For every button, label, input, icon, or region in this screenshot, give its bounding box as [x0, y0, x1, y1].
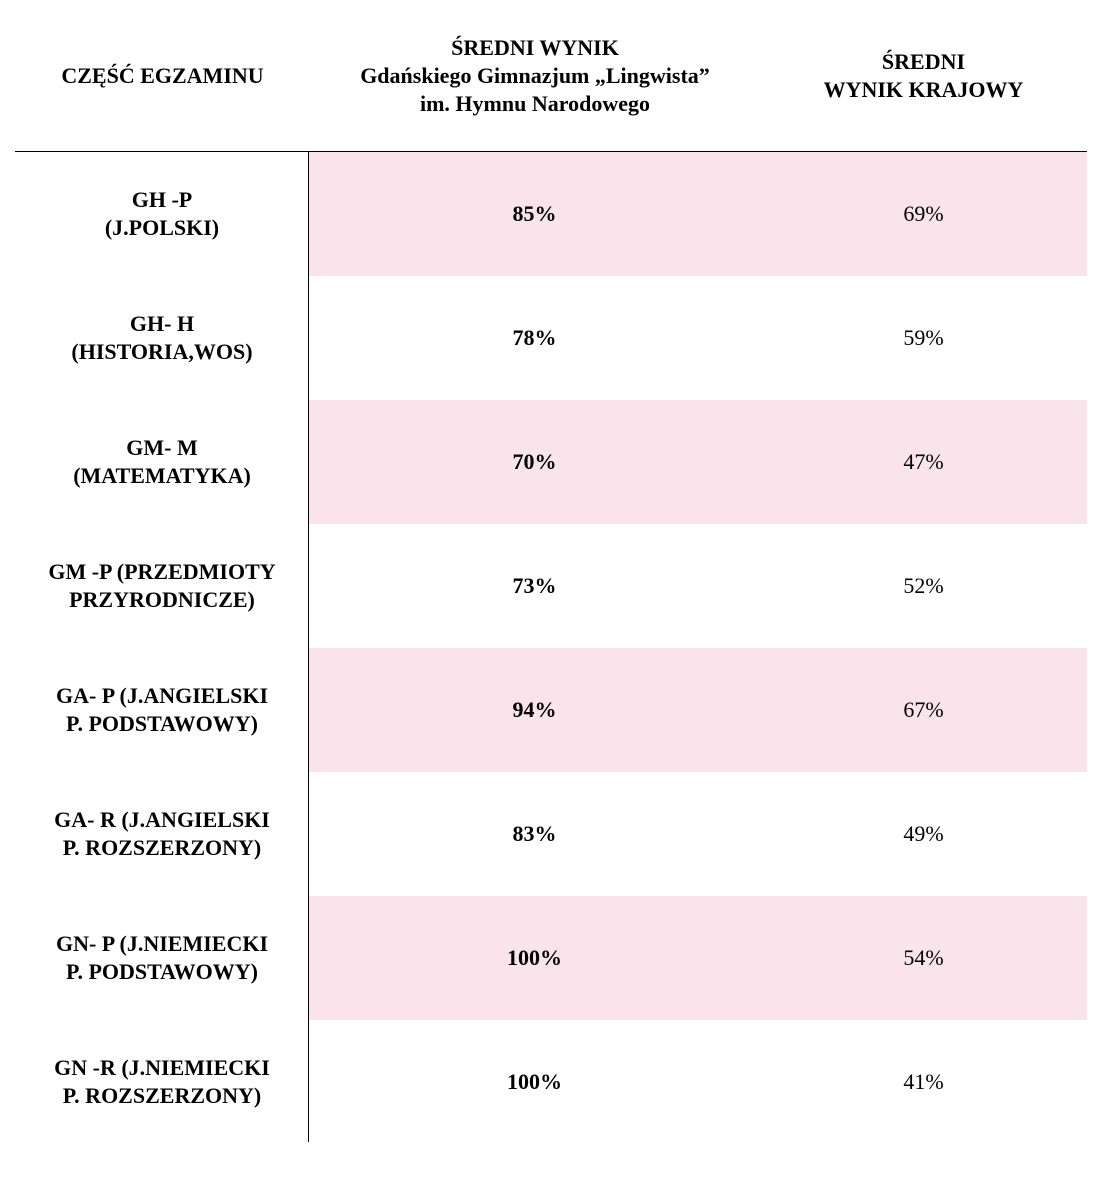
national-score-cell: 69% [903, 201, 944, 226]
table-row [15, 896, 1087, 1020]
column-divider [308, 151, 309, 1142]
national-score-cell: 54% [903, 945, 944, 970]
table-row [15, 1020, 1087, 1144]
national-score-cell: 67% [903, 697, 944, 722]
national-score-cell: 49% [903, 821, 944, 846]
national-score-cell: 41% [903, 1069, 944, 1094]
school-score-cell: 83% [512, 821, 557, 846]
exam-part-cell: GN -R (J.NIEMIECKI P. ROZSZERZONY) [54, 1055, 270, 1108]
table-row [15, 400, 1087, 524]
header-school-average: ŚREDNI WYNIK Gdańskiego Gimnazjum „Lingwista” im. Hymnu Narodowego [360, 34, 710, 116]
header-national-average: ŚREDNI WYNIK KRAJOWY [823, 48, 1024, 102]
table-header [0, 0, 1105, 151]
exam-part-cell: GH- H (HISTORIA,WOS) [71, 311, 253, 364]
results-table-body [15, 152, 1087, 1144]
school-score-cell: 70% [512, 449, 557, 474]
school-score-cell: 94% [512, 697, 557, 722]
exam-part-cell: GM -P (PRZEDMIOTY PRZYRODNICZE) [48, 559, 276, 612]
table-row [15, 524, 1087, 648]
exam-part-cell: GN- P (J.NIEMIECKI P. PODSTAWOWY) [55, 931, 269, 984]
school-score-cell: 85% [512, 201, 557, 226]
table-row [15, 276, 1087, 400]
national-score-cell: 47% [903, 449, 944, 474]
national-score-cell: 52% [903, 573, 944, 598]
school-score-cell: 78% [512, 325, 557, 350]
exam-part-cell: GH -P (J.POLSKI) [104, 187, 220, 240]
school-score-cell: 73% [512, 573, 557, 598]
table-row [15, 648, 1087, 772]
exam-part-cell: GM- M (MATEMATYKA) [73, 435, 251, 488]
school-score-cell: 100% [507, 945, 562, 970]
school-score-cell: 100% [507, 1069, 562, 1094]
header-exam-part: CZĘŚĆ EGZAMINU [61, 62, 264, 88]
table-row [15, 772, 1087, 896]
exam-part-cell: GA- R (J.ANGIELSKI P. ROZSZERZONY) [54, 807, 270, 860]
exam-part-cell: GA- P (J.ANGIELSKI P. PODSTAWOWY) [55, 683, 269, 736]
national-score-cell: 59% [903, 325, 944, 350]
table-row [15, 152, 1087, 276]
